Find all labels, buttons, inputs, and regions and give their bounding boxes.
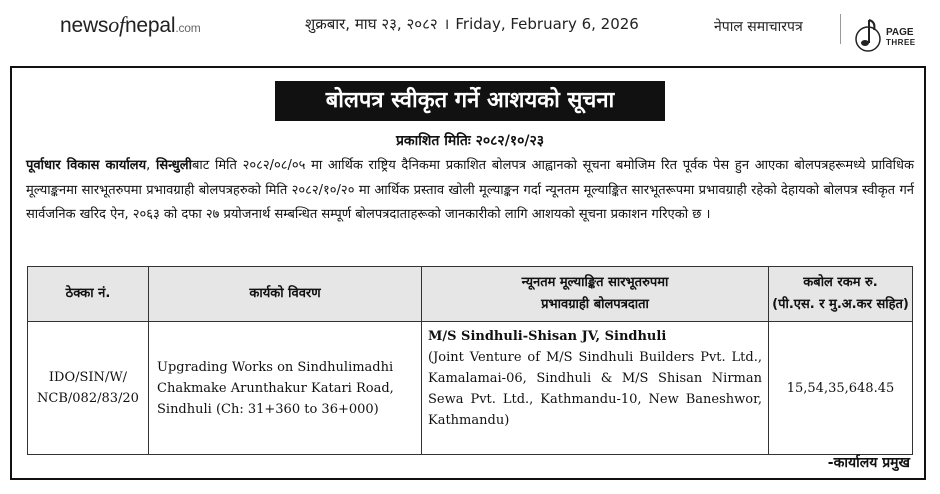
description-cell: Upgrading Works on Sindhulimadhi Chakmake Arunthakur Katari Road, Sindhuli (Ch: 31+360 to 36+000) (149, 322, 422, 455)
site-logo[interactable] (60, 12, 201, 38)
table-header-row (28, 267, 913, 322)
header-bidder-line1: न्यूनतम मूल्याङ्कित सारभूतरुपमा (521, 275, 669, 290)
body-comma: , (146, 158, 156, 173)
header-amount-line1: कबोल रकम रु. (803, 275, 878, 290)
header-amount-line2: (पी.एस. र मु.अ.कर सहित) (772, 297, 909, 312)
logo-text-of: of (108, 12, 125, 37)
date-english: Friday, February 6, 2026 (455, 15, 639, 33)
bidder-cell (422, 322, 769, 455)
date-nepali: शुक्रबार, माघ २३, २०८२ (305, 15, 438, 33)
body-text: बाट मिति २०८२/०८/०५ मा आर्थिक राष्ट्रिय दैनिकमा प्रकाशित बोलपत्र आह्वानको सूचना बमोजिम रित पूर्वक पेस हुन आएका बोलपत्रहरूमध्ये प्राविधिक मूल्याङ्कनमा सारभूतरुपमा प्रभावग्राही बोलपत्रहरुको मिति २०८२/१०/२० मा आर्थिक प्रस्ताव खोली मूल्याङ्कन गर्दा न्यूनतम मूल्याङ्कित सारभूतरूपमा प्रभावग्राही रहेको देहायको बोलपत्र स्वीकृत गर्न सार्वजनिक खरिद ऐन, २०६३ को दफा २७ प्रयोजनार्थ सम्बन्धित सम्पूर्ण बोलपत्रदाताहरूको जानकारीको लागि आशयको सूचना प्रकाशन गरिएको छ । (26, 158, 914, 222)
page-dateline (305, 14, 639, 34)
notice-body (26, 154, 914, 228)
bid-table (27, 266, 913, 455)
page-header (0, 0, 940, 56)
district-name: सिन्धुली (156, 158, 192, 173)
office-name: पूर्वाधार विकास कार्यालय (26, 158, 147, 173)
header-divider (840, 14, 841, 44)
bidder-details: (Joint Venture of M/S Sindhuli Builders Pvt. Ltd., Kamalamai-06, Sindhuli & M/S Shisan Nirman Sewa Pvt. Ltd., Kathmandu-10, New Baneshwor, Kathmandu) (428, 350, 762, 428)
notice-title: बोलपत्र स्वीकृत गर्ने आशयको सूचना (275, 81, 665, 121)
header-contract-no: ठेक्का नं. (28, 267, 149, 322)
logo-text-com: .com (175, 21, 201, 35)
header-bidder-line2: प्रभावग्राही बोलपत्रदाता (541, 297, 649, 312)
amount-cell: 15,54,35,648.45 (769, 322, 913, 455)
logo-text-news: news (60, 14, 109, 37)
page-three-brand (886, 28, 916, 48)
date-separator: । (443, 15, 450, 33)
paper-name: नेपाल समाचारपत्र (714, 19, 803, 35)
published-date: प्रकाशित मितिः २०८२/१०/२३ (395, 133, 545, 149)
contract-no-cell: IDO/SIN/W/ NCB/082/83/20 (28, 322, 149, 455)
signoff: -कार्यालय प्रमुख (827, 455, 910, 471)
header-amount (769, 267, 913, 322)
brand-line2: THREE (886, 38, 916, 47)
header-description: कार्यको विवरण (149, 267, 422, 322)
table-row (28, 322, 913, 455)
header-bidder (422, 267, 769, 322)
logo-text-nepal: nepal (124, 14, 176, 37)
brand-line1: PAGE (886, 27, 914, 38)
music-note-icon (850, 10, 890, 54)
bidder-name: M/S Sindhuli-Shisan JV, Sindhuli (428, 329, 667, 344)
